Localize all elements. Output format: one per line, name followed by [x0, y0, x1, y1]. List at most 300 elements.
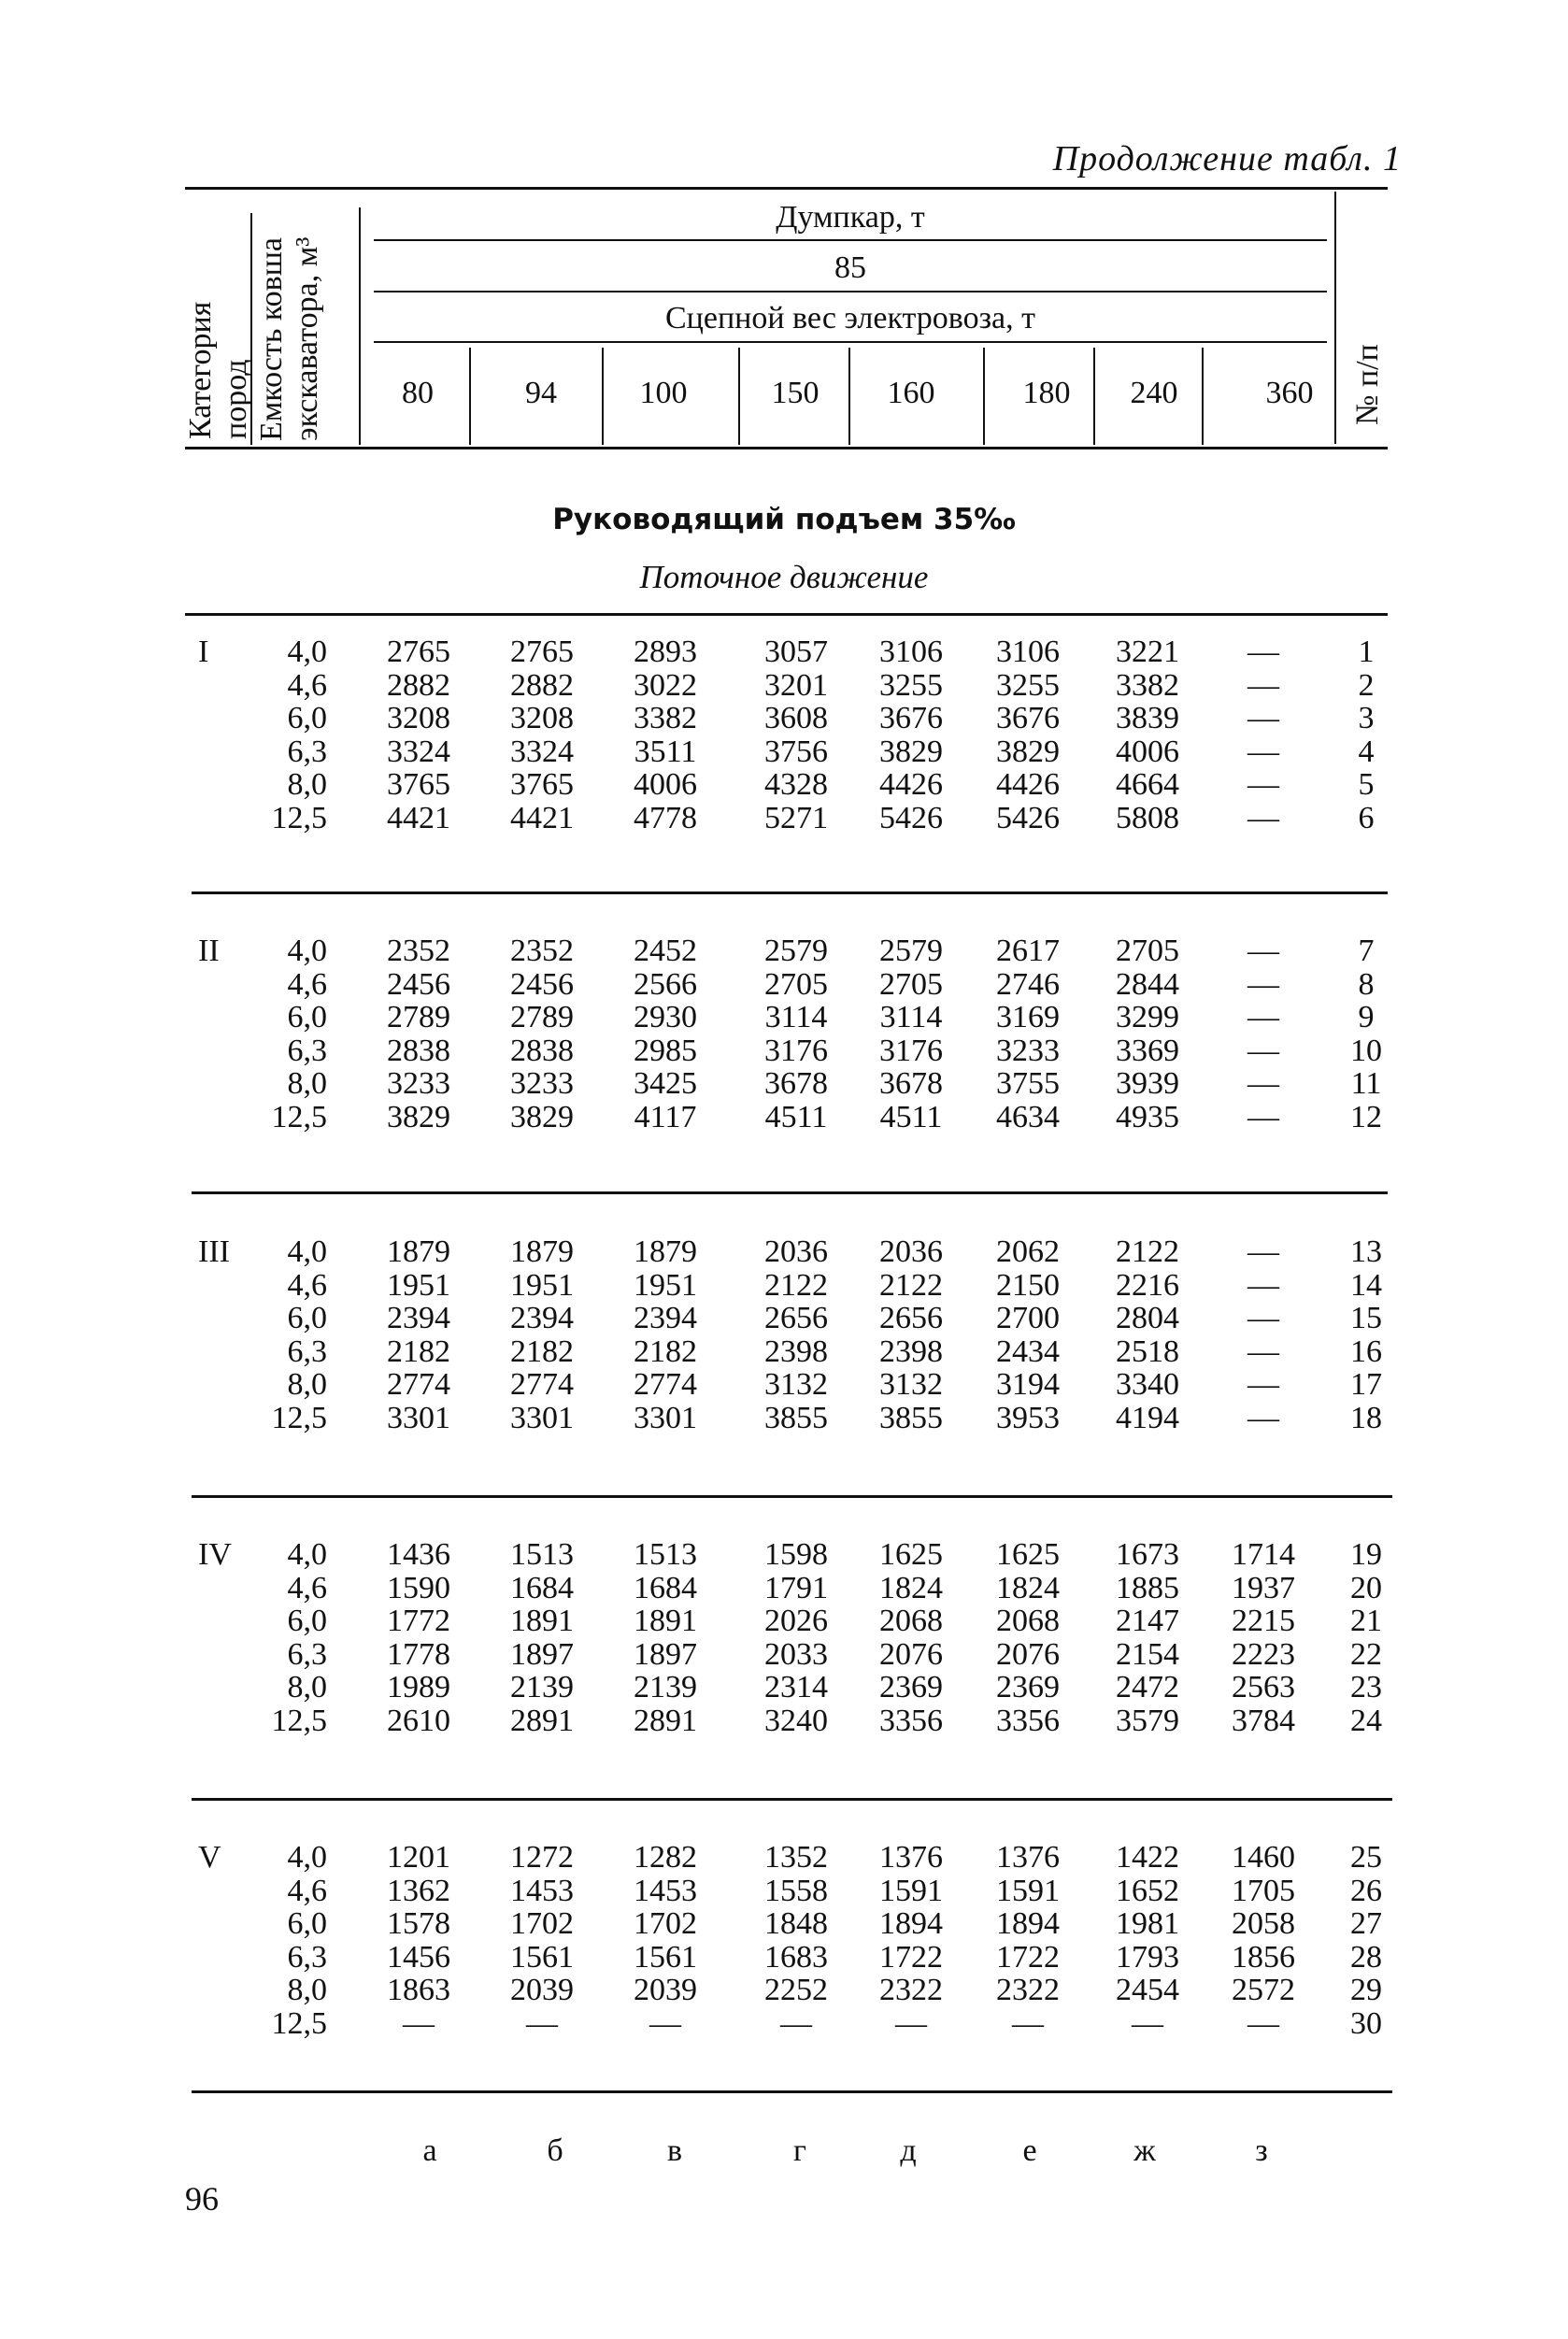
table-cell: 2882: [387, 667, 450, 703]
table-cell: 2314: [764, 1670, 828, 1705]
category-label: III: [198, 1234, 230, 1269]
table-cell: 3114: [764, 1000, 828, 1035]
table-cell: 2223: [1232, 1636, 1295, 1672]
table-cell: 1772: [387, 1604, 450, 1639]
table-cell: 5426: [879, 801, 943, 835]
table-cell: 2563: [1232, 1670, 1295, 1705]
table-cell: 1981: [1116, 1906, 1179, 1942]
table-cell: 3755: [996, 1066, 1060, 1102]
table-cell: 3324: [387, 734, 450, 769]
bucket-capacity: 6,0: [287, 1604, 327, 1639]
table-cell: 2656: [764, 1301, 828, 1336]
footer-letter: г: [793, 2133, 806, 2168]
table-cell: 2026: [764, 1604, 828, 1639]
table-cell: 2700: [996, 1301, 1060, 1336]
table-cell: 3356: [879, 1704, 943, 1738]
table-cell: 1376: [996, 1840, 1060, 1875]
table-cell: 1885: [1116, 1570, 1179, 1605]
table-cell: 1791: [764, 1570, 828, 1605]
table-cell: 4421: [387, 801, 450, 835]
col-header-94: 94: [525, 376, 557, 410]
table-cell: 1824: [996, 1570, 1060, 1605]
table-cell: 1436: [387, 1537, 450, 1572]
table-cell: 3579: [1116, 1704, 1179, 1738]
table-cell: 4426: [996, 767, 1060, 803]
header-top-rule: [185, 187, 1388, 190]
table-cell: 2705: [879, 966, 943, 1002]
category-label: II: [198, 934, 220, 968]
table-cell: —: [1247, 1066, 1279, 1102]
table-cell: —: [895, 2006, 927, 2041]
table-cell: 1561: [510, 1939, 574, 1975]
table-cell: 1422: [1116, 1840, 1179, 1875]
bucket-capacity: 8,0: [287, 767, 327, 803]
table-cell: 2789: [387, 1000, 450, 1035]
table-cell: 2076: [879, 1636, 943, 1672]
table-cell: 1951: [387, 1267, 450, 1303]
table-cell: 2122: [879, 1267, 943, 1303]
table-cell: 3106: [879, 635, 943, 669]
table-cell: 3208: [510, 701, 574, 736]
table-cell: 4778: [634, 801, 697, 835]
table-cell: 1714: [1232, 1537, 1295, 1572]
footer-letter: д: [900, 2133, 917, 2168]
table-cell: 4006: [634, 767, 697, 803]
table-cell: —: [1247, 734, 1279, 769]
table-cell: 2139: [510, 1670, 574, 1705]
table-cell: 3301: [510, 1401, 574, 1435]
page-number: 96: [185, 2180, 219, 2218]
footer-letter: а: [422, 2133, 437, 2168]
footer-letter: е: [1022, 2133, 1037, 2168]
bucket-capacity: 6,3: [287, 1939, 327, 1975]
table-cell: 4426: [879, 767, 943, 803]
bucket-capacity: 4,0: [287, 934, 327, 968]
col-divider: [983, 348, 985, 445]
table-cell: —: [1247, 801, 1279, 835]
section-title: Руководящий подъем 35‰: [552, 503, 1016, 536]
bucket-capacity: 4,6: [287, 1570, 327, 1605]
table-cell: 1684: [510, 1570, 574, 1605]
bucket-capacity: 8,0: [287, 1670, 327, 1705]
header-rule-loco: [374, 341, 1327, 343]
bucket-capacity: 4,0: [287, 1840, 327, 1875]
table-cell: 3114: [879, 1000, 943, 1035]
table-cell: 3221: [1116, 635, 1179, 669]
table-cell: 3839: [1116, 701, 1179, 736]
header-bucket: Емкость ковша экскаватора, м³: [254, 236, 324, 441]
col-header-80: 80: [402, 376, 434, 410]
table-cell: 1722: [879, 1939, 943, 1975]
row-number: 10: [1350, 1033, 1382, 1068]
bucket-capacity: 12,5: [271, 801, 327, 835]
col-divider: [738, 348, 740, 445]
row-number: 15: [1350, 1301, 1382, 1336]
table-cell: 3022: [634, 667, 697, 703]
table-cell: 2033: [764, 1636, 828, 1672]
col-header-180: 180: [1022, 376, 1071, 410]
table-cell: 2182: [387, 1334, 450, 1369]
table-cell: 1894: [996, 1906, 1060, 1942]
bucket-capacity: 6,3: [287, 1334, 327, 1369]
table-cell: 3829: [387, 1100, 450, 1134]
table-cell: —: [1247, 1234, 1279, 1269]
table-cell: —: [1247, 1367, 1279, 1403]
table-cell: 3756: [764, 734, 828, 769]
table-cell: —: [649, 2006, 681, 2041]
section-subtitle: Поточное движение: [639, 559, 929, 595]
table-cell: 1625: [879, 1537, 943, 1572]
table-cell: 3240: [764, 1704, 828, 1738]
header-rule-dumpcar: [374, 239, 1327, 241]
row-number: 6: [1358, 801, 1375, 835]
table-cell: 2322: [879, 1973, 943, 2008]
category-label: V: [198, 1840, 221, 1875]
col-header-240: 240: [1130, 376, 1178, 410]
header-category: Категория пород: [183, 301, 253, 439]
table-cell: 2182: [634, 1334, 697, 1369]
table-cell: —: [1247, 667, 1279, 703]
table-cell: 3678: [879, 1066, 943, 1102]
table-cell: 2036: [764, 1234, 828, 1269]
table-cell: 1282: [634, 1840, 697, 1875]
header-row-no: № п/п: [1350, 344, 1385, 425]
table-cell: 4664: [1116, 767, 1179, 803]
table-cell: 2139: [634, 1670, 697, 1705]
table-cell: 1684: [634, 1570, 697, 1605]
table-cell: —: [1247, 1334, 1279, 1369]
table-cell: 3953: [996, 1401, 1060, 1435]
table-cell: 3299: [1116, 1000, 1179, 1035]
table-cell: 4935: [1116, 1100, 1179, 1134]
group-rule: [192, 1798, 1392, 1801]
table-cell: 2804: [1116, 1301, 1179, 1336]
table-cell: 1453: [510, 1873, 574, 1908]
table-cell: 4117: [634, 1100, 697, 1134]
bucket-capacity: 6,0: [287, 1906, 327, 1942]
table-cell: 2765: [387, 635, 450, 669]
table-cell: 2454: [1116, 1973, 1179, 2008]
row-number: 26: [1350, 1873, 1382, 1908]
table-cell: 2844: [1116, 966, 1179, 1002]
bucket-capacity: 6,0: [287, 1301, 327, 1336]
table-cell: 3855: [764, 1401, 828, 1435]
table-cell: 3057: [764, 635, 828, 669]
table-cell: 2039: [510, 1973, 574, 2008]
table-cell: 3340: [1116, 1367, 1179, 1403]
table-cell: 3208: [387, 701, 450, 736]
table-cell: —: [1247, 1401, 1279, 1435]
row-number: 20: [1350, 1570, 1382, 1605]
table-cell: 2518: [1116, 1334, 1179, 1369]
table-cell: 2610: [387, 1704, 450, 1738]
table-cell: 2579: [879, 934, 943, 968]
table-cell: 3382: [1116, 667, 1179, 703]
table-cell: 2322: [996, 1973, 1060, 2008]
table-cell: 4634: [996, 1100, 1060, 1134]
bucket-capacity: 8,0: [287, 1973, 327, 2008]
table-cell: 2058: [1232, 1906, 1295, 1942]
table-cell: 1722: [996, 1939, 1060, 1975]
table-cell: —: [1247, 1100, 1279, 1134]
table-cell: 1272: [510, 1840, 574, 1875]
col-header-150: 150: [771, 376, 820, 410]
table-cell: 3301: [387, 1401, 450, 1435]
bucket-capacity: 4,0: [287, 1537, 327, 1572]
table-cell: 2456: [510, 966, 574, 1002]
table-cell: —: [1247, 1000, 1279, 1035]
bucket-capacity: 6,3: [287, 1033, 327, 1068]
table-cell: —: [526, 2006, 558, 2041]
table-cell: 2068: [879, 1604, 943, 1639]
table-cell: 3829: [510, 1100, 574, 1134]
table-cell: 2452: [634, 934, 697, 968]
table-cell: 2765: [510, 635, 574, 669]
col-header-160: 160: [887, 376, 935, 410]
table-cell: 3169: [996, 1000, 1060, 1035]
row-number: 2: [1358, 667, 1375, 703]
table-cell: 1561: [634, 1939, 697, 1975]
table-cell: 3301: [634, 1401, 697, 1435]
table-cell: 1376: [879, 1840, 943, 1875]
table-cell: 2394: [387, 1301, 450, 1336]
table-cell: 3356: [996, 1704, 1060, 1738]
table-cell: 1201: [387, 1840, 450, 1875]
table-cell: 1352: [764, 1840, 828, 1875]
table-cell: 1778: [387, 1636, 450, 1672]
table-cell: 2774: [634, 1367, 697, 1403]
table-cell: 2789: [510, 1000, 574, 1035]
table-cell: —: [780, 2006, 812, 2041]
row-number: 23: [1350, 1670, 1382, 1705]
bucket-capacity: 6,3: [287, 734, 327, 769]
table-cell: 2182: [510, 1334, 574, 1369]
row-number: 19: [1350, 1537, 1382, 1572]
table-cell: 2882: [510, 667, 574, 703]
table-cell: 3201: [764, 667, 828, 703]
table-cell: 1578: [387, 1906, 450, 1942]
table-cell: 3855: [879, 1401, 943, 1435]
table-cell: 2893: [634, 635, 697, 669]
table-cell: 3132: [764, 1367, 828, 1403]
row-number: 13: [1350, 1234, 1382, 1269]
table-cell: 2456: [387, 966, 450, 1002]
table-cell: 4421: [510, 801, 574, 835]
bucket-capacity: 4,6: [287, 1267, 327, 1303]
table-cell: 2705: [1116, 934, 1179, 968]
table-cell: 3233: [387, 1066, 450, 1102]
table-cell: 2147: [1116, 1604, 1179, 1639]
table-cell: 1652: [1116, 1873, 1179, 1908]
table-cell: 2891: [510, 1704, 574, 1738]
table-cell: 1362: [387, 1873, 450, 1908]
group-rule: [192, 891, 1388, 894]
row-number: 28: [1350, 1939, 1382, 1975]
row-number: 3: [1358, 701, 1375, 736]
table-cell: —: [1247, 966, 1279, 1002]
bucket-capacity: 6,0: [287, 1000, 327, 1035]
bucket-capacity: 12,5: [271, 2006, 327, 2041]
table-cell: 3255: [996, 667, 1060, 703]
table-cell: —: [1247, 701, 1279, 736]
col-divider: [1093, 348, 1095, 445]
table-cell: 1863: [387, 1973, 450, 2008]
header-divider-2: [359, 207, 361, 445]
table-cell: —: [1247, 635, 1279, 669]
header-divider-3: [1334, 192, 1336, 444]
table-cell: —: [403, 2006, 435, 2041]
table-cell: 1590: [387, 1570, 450, 1605]
table-cell: 2068: [996, 1604, 1060, 1639]
table-cell: 4511: [879, 1100, 943, 1134]
col-header-360: 360: [1265, 376, 1314, 410]
table-cell: —: [1247, 767, 1279, 803]
table-cell: 3676: [996, 701, 1060, 736]
footer-letter: в: [666, 2133, 683, 2168]
table-cell: 3176: [879, 1033, 943, 1068]
table-cell: 3233: [510, 1066, 574, 1102]
row-number: 4: [1358, 734, 1375, 769]
table-cell: 1453: [634, 1873, 697, 1908]
table-cell: 2215: [1232, 1604, 1295, 1639]
table-cell: 1591: [879, 1873, 943, 1908]
table-cell: —: [1247, 2006, 1279, 2041]
col-divider: [848, 348, 850, 445]
table-cell: 5426: [996, 801, 1060, 835]
table-cell: 1879: [634, 1234, 697, 1269]
table-cell: 2036: [879, 1234, 943, 1269]
table-cell: 3233: [996, 1033, 1060, 1068]
bucket-capacity: 12,5: [271, 1401, 327, 1435]
table-cell: 3511: [634, 734, 697, 769]
table-cell: 2216: [1116, 1267, 1179, 1303]
header-dumpcar-value: 85: [834, 250, 866, 285]
table-cell: 1937: [1232, 1570, 1295, 1605]
table-cell: 2039: [634, 1973, 697, 2008]
table-cell: 1897: [510, 1636, 574, 1672]
table-cell: 1673: [1116, 1537, 1179, 1572]
row-number: 8: [1358, 966, 1375, 1002]
table-cell: 3176: [764, 1033, 828, 1068]
table-cell: 1513: [510, 1537, 574, 1572]
table-cell: 2122: [764, 1267, 828, 1303]
table-cell: 3132: [879, 1367, 943, 1403]
table-cell: —: [1132, 2006, 1163, 2041]
table-cell: 2891: [634, 1704, 697, 1738]
table-cell: 4328: [764, 767, 828, 803]
col-divider: [1202, 348, 1204, 445]
table-cell: 3765: [387, 767, 450, 803]
bucket-capacity: 6,0: [287, 701, 327, 736]
table-cell: 2985: [634, 1033, 697, 1068]
header-dumpcar: Думпкар, т: [776, 200, 925, 235]
table-cell: 5808: [1116, 801, 1179, 835]
table-cell: 1625: [996, 1537, 1060, 1572]
table-cell: 5271: [764, 801, 828, 835]
table-cell: 2398: [879, 1334, 943, 1369]
table-cell: —: [1247, 1267, 1279, 1303]
category-label: I: [198, 635, 209, 669]
table-cell: 2656: [879, 1301, 943, 1336]
row-number: 5: [1358, 767, 1375, 803]
table-cell: 2122: [1116, 1234, 1179, 1269]
table-cell: 2472: [1116, 1670, 1179, 1705]
table-cell: 1598: [764, 1537, 828, 1572]
table-cell: 1793: [1116, 1939, 1179, 1975]
footer-letter: б: [547, 2133, 563, 2168]
group-rule: [192, 2090, 1392, 2093]
group-rule: [192, 1191, 1388, 1194]
table-cell: —: [1247, 1033, 1279, 1068]
table-cell: 2434: [996, 1334, 1060, 1369]
table-cell: 1591: [996, 1873, 1060, 1908]
row-number: 24: [1350, 1704, 1382, 1738]
table-cell: 4511: [764, 1100, 828, 1134]
row-number: 29: [1350, 1973, 1382, 2008]
group-rule: [185, 613, 1388, 616]
col-divider: [469, 348, 471, 445]
table-cell: 1848: [764, 1906, 828, 1942]
table-cell: 3369: [1116, 1033, 1179, 1068]
table-cell: 2062: [996, 1234, 1060, 1269]
table-cell: 1558: [764, 1873, 828, 1908]
table-cell: 3678: [764, 1066, 828, 1102]
row-number: 12: [1350, 1100, 1382, 1134]
table-cell: 1897: [634, 1636, 697, 1672]
table-cell: 1879: [510, 1234, 574, 1269]
bucket-capacity: 4,6: [287, 667, 327, 703]
table-cell: 2352: [387, 934, 450, 968]
row-number: 30: [1350, 2006, 1382, 2041]
table-cell: 1513: [634, 1537, 697, 1572]
table-cell: 3784: [1232, 1704, 1295, 1738]
row-number: 25: [1350, 1840, 1382, 1875]
col-divider: [602, 348, 604, 445]
table-cell: 3676: [879, 701, 943, 736]
table-cell: 2398: [764, 1334, 828, 1369]
table-cell: 1702: [510, 1906, 574, 1942]
bucket-capacity: 4,6: [287, 1873, 327, 1908]
table-cell: 2369: [996, 1670, 1060, 1705]
table-cell: 1891: [510, 1604, 574, 1639]
row-number: 21: [1350, 1604, 1382, 1639]
table-cell: 1702: [634, 1906, 697, 1942]
table-cell: 3382: [634, 701, 697, 736]
table-cell: 1894: [879, 1906, 943, 1942]
table-cell: 4194: [1116, 1401, 1179, 1435]
footer-letter: ж: [1133, 2133, 1156, 2168]
table-cell: 2774: [387, 1367, 450, 1403]
table-cell: 3106: [996, 635, 1060, 669]
row-number: 17: [1350, 1367, 1382, 1403]
table-cell: —: [1247, 934, 1279, 968]
table-cell: 2705: [764, 966, 828, 1002]
table-cell: 1456: [387, 1939, 450, 1975]
table-cell: 2394: [510, 1301, 574, 1336]
row-number: 22: [1350, 1636, 1382, 1672]
table-cell: 2930: [634, 1000, 697, 1035]
table-cell: 2572: [1232, 1973, 1295, 2008]
bucket-capacity: 4,6: [287, 966, 327, 1002]
table-cell: 1879: [387, 1234, 450, 1269]
row-number: 9: [1358, 1000, 1375, 1035]
table-cell: 1705: [1232, 1873, 1295, 1908]
footer-letter: з: [1255, 2133, 1268, 2168]
table-cell: 2774: [510, 1367, 574, 1403]
table-cell: 3829: [996, 734, 1060, 769]
header-loco-weight: Сцепной вес электровоза, т: [664, 301, 1035, 335]
category-label: IV: [198, 1537, 232, 1572]
